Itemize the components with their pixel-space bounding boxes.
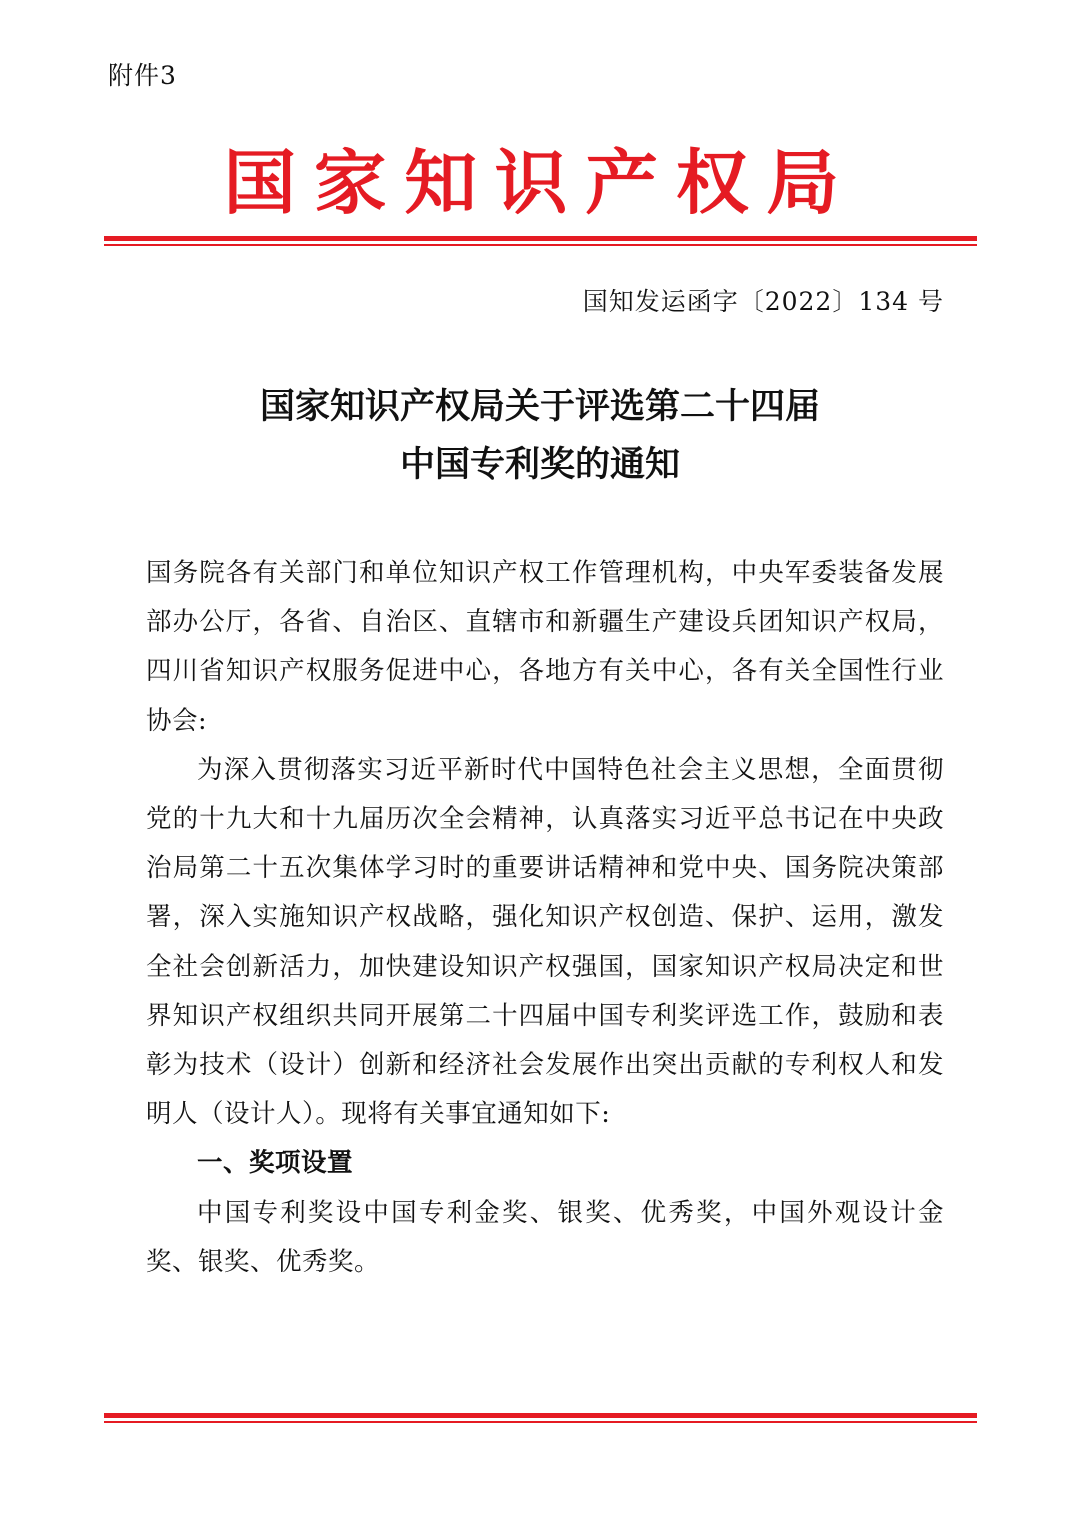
document-title [100, 378, 980, 494]
red-header-rule [104, 236, 977, 246]
attachment-label: 附件3 [108, 61, 177, 90]
intro-paragraph: 为深入贯彻落实习近平新时代中国特色社会主义思想，全面贯彻党的十九大和十九届历次全会精神，认真落实习近平总书记在中央政治局第二十五次集体学习时的重要讲话精神和党中央、国务院决策部署，深入实施知识产权战略，强化知识产权创造、保护、运用，激发全社会创新活力，加快建设知识产权强国，国家知识产权局决定和世界知识产权组织共同开展第二十四届中国专利奖评选工作，鼓励和表彰为技术（设计）创新和经济社会发展作出突出贡献的专利权人和发明人（设计人）。现将有关事宜通知如下: [146, 754, 944, 1130]
red-footer-rule [104, 1413, 977, 1423]
section-paragraph: 中国专利奖设中国专利金奖、银奖、优秀奖，中国外观设计金奖、银奖、优秀奖。 [146, 1197, 944, 1277]
masthead-title: 国家知识产权局 [223, 142, 857, 224]
document-body [146, 549, 944, 1287]
title-line-2: 中国专利奖的通知 [399, 445, 680, 485]
addressees-paragraph: 国务院各有关部门和单位知识产权工作管理机构，中央军委装备发展部办公厅，各省、自治区、直辖市和新疆生产建设兵团知识产权局，四川省知识产权服务促进中心，各地方有关中心，各有关全国性行业协会: [146, 558, 944, 736]
red-rule-thick [104, 1413, 977, 1418]
section-heading: 一、奖项设置 [197, 1148, 354, 1179]
document-number: 国知发运函字〔2022〕134 号 [582, 287, 944, 316]
red-rule-thin [104, 1421, 977, 1423]
red-rule-thin [104, 244, 977, 246]
red-rule-thick [104, 236, 977, 241]
title-line-1: 国家知识产权局关于评选第二十四届 [259, 387, 820, 427]
